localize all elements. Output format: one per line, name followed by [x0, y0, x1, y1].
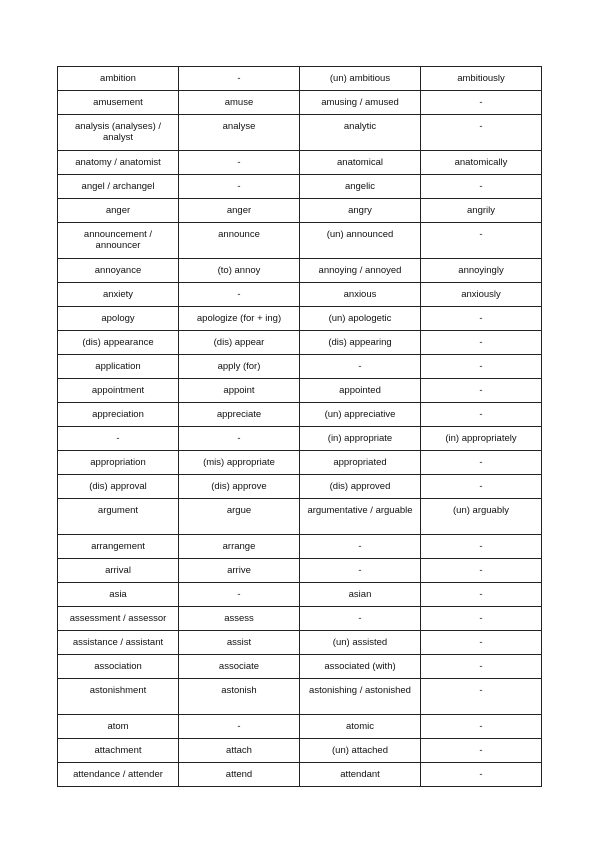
noun-cell: angel / archangel [58, 175, 179, 199]
adverb-cell: ambitiously [421, 67, 542, 91]
adverb-cell: - [421, 307, 542, 331]
verb-cell: apply (for) [179, 355, 300, 379]
adverb-cell: anatomically [421, 151, 542, 175]
table-row [58, 331, 542, 355]
verb-cell: arrive [179, 559, 300, 583]
adverb-cell: annoyingly [421, 259, 542, 283]
adverb-cell: - [421, 583, 542, 607]
adverb-cell: - [421, 631, 542, 655]
noun-cell: attendance / attender [58, 763, 179, 787]
noun-cell: anatomy / anatomist [58, 151, 179, 175]
verb-cell: anger [179, 199, 300, 223]
noun-cell: asia [58, 583, 179, 607]
adverb-cell: - [421, 355, 542, 379]
adjective-cell: appropriated [300, 451, 421, 475]
adjective-cell: (un) ambitious [300, 67, 421, 91]
noun-cell: anxiety [58, 283, 179, 307]
adverb-cell: - [421, 559, 542, 583]
noun-cell: argument [58, 499, 179, 535]
noun-cell: association [58, 655, 179, 679]
noun-cell: attachment [58, 739, 179, 763]
adverb-cell: - [421, 91, 542, 115]
adjective-cell: appointed [300, 379, 421, 403]
adverb-cell: - [421, 607, 542, 631]
noun-cell: announcement / announcer [58, 223, 179, 259]
noun-cell: anger [58, 199, 179, 223]
table-row [58, 223, 542, 259]
noun-cell: appointment [58, 379, 179, 403]
noun-cell: (dis) appearance [58, 331, 179, 355]
table-row [58, 199, 542, 223]
table-row [58, 307, 542, 331]
adjective-cell: analytic [300, 115, 421, 151]
verb-cell: (mis) appropriate [179, 451, 300, 475]
noun-cell: arrangement [58, 535, 179, 559]
noun-cell: - [58, 427, 179, 451]
noun-cell: analysis (analyses) / analyst [58, 115, 179, 151]
adjective-cell: (un) appreciative [300, 403, 421, 427]
verb-cell: (dis) approve [179, 475, 300, 499]
adverb-cell: (un) arguably [421, 499, 542, 535]
table-row [58, 91, 542, 115]
table-row [58, 583, 542, 607]
adjective-cell: (un) assisted [300, 631, 421, 655]
table-row [58, 475, 542, 499]
adverb-cell: - [421, 379, 542, 403]
adjective-cell: attendant [300, 763, 421, 787]
verb-cell: - [179, 175, 300, 199]
adverb-cell: - [421, 403, 542, 427]
noun-cell: arrival [58, 559, 179, 583]
verb-cell: - [179, 427, 300, 451]
adjective-cell: (in) appropriate [300, 427, 421, 451]
adverb-cell: - [421, 679, 542, 715]
verb-cell: attach [179, 739, 300, 763]
adjective-cell: argumentative / arguable [300, 499, 421, 535]
table-row [58, 403, 542, 427]
table-row [58, 559, 542, 583]
verb-cell: attend [179, 763, 300, 787]
table-row [58, 379, 542, 403]
adjective-cell: angelic [300, 175, 421, 199]
noun-cell: apology [58, 307, 179, 331]
adverb-cell: - [421, 331, 542, 355]
adjective-cell: asian [300, 583, 421, 607]
table-row [58, 175, 542, 199]
noun-cell: application [58, 355, 179, 379]
adverb-cell: anxiously [421, 283, 542, 307]
verb-cell: appreciate [179, 403, 300, 427]
noun-cell: assessment / assessor [58, 607, 179, 631]
verb-cell: - [179, 583, 300, 607]
noun-cell: annoyance [58, 259, 179, 283]
adjective-cell: angry [300, 199, 421, 223]
adverb-cell: - [421, 223, 542, 259]
adverb-cell: - [421, 535, 542, 559]
verb-cell: - [179, 283, 300, 307]
noun-cell: atom [58, 715, 179, 739]
verb-cell: (dis) appear [179, 331, 300, 355]
adjective-cell: (un) apologetic [300, 307, 421, 331]
verb-cell: announce [179, 223, 300, 259]
adjective-cell: (un) attached [300, 739, 421, 763]
table-row [58, 607, 542, 631]
verb-cell: arrange [179, 535, 300, 559]
adjective-cell: - [300, 355, 421, 379]
adverb-cell: - [421, 451, 542, 475]
verb-cell: analyse [179, 115, 300, 151]
table-row [58, 283, 542, 307]
table-row [58, 715, 542, 739]
verb-cell: assess [179, 607, 300, 631]
adverb-cell: - [421, 655, 542, 679]
verb-cell: argue [179, 499, 300, 535]
table-row [58, 535, 542, 559]
noun-cell: assistance / assistant [58, 631, 179, 655]
adverb-cell: - [421, 715, 542, 739]
table-row [58, 355, 542, 379]
noun-cell: amusement [58, 91, 179, 115]
adverb-cell: - [421, 115, 542, 151]
table-row [58, 499, 542, 535]
adjective-cell: - [300, 559, 421, 583]
adjective-cell: - [300, 535, 421, 559]
table-row [58, 115, 542, 151]
verb-cell: - [179, 67, 300, 91]
verb-cell: amuse [179, 91, 300, 115]
noun-cell: appreciation [58, 403, 179, 427]
verb-cell: - [179, 715, 300, 739]
adjective-cell: (dis) appearing [300, 331, 421, 355]
adjective-cell: anxious [300, 283, 421, 307]
verb-cell: apologize (for + ing) [179, 307, 300, 331]
adverb-cell: - [421, 475, 542, 499]
adjective-cell: anatomical [300, 151, 421, 175]
adjective-cell: atomic [300, 715, 421, 739]
table-row [58, 67, 542, 91]
table-row [58, 739, 542, 763]
table-row [58, 151, 542, 175]
table-row [58, 259, 542, 283]
adjective-cell: (dis) approved [300, 475, 421, 499]
table-row [58, 655, 542, 679]
table-row [58, 427, 542, 451]
adverb-cell: - [421, 739, 542, 763]
adjective-cell: associated (with) [300, 655, 421, 679]
noun-cell: ambition [58, 67, 179, 91]
word-forms-table-body [58, 67, 542, 787]
verb-cell: appoint [179, 379, 300, 403]
verb-cell: assist [179, 631, 300, 655]
noun-cell: appropriation [58, 451, 179, 475]
noun-cell: astonishment [58, 679, 179, 715]
adverb-cell: (in) appropriately [421, 427, 542, 451]
adverb-cell: - [421, 175, 542, 199]
adverb-cell: angrily [421, 199, 542, 223]
adverb-cell: - [421, 763, 542, 787]
word-forms-table [57, 66, 542, 787]
verb-cell: (to) annoy [179, 259, 300, 283]
noun-cell: (dis) approval [58, 475, 179, 499]
table-row [58, 631, 542, 655]
adjective-cell: annoying / annoyed [300, 259, 421, 283]
verb-cell: - [179, 151, 300, 175]
adjective-cell: - [300, 607, 421, 631]
table-row [58, 679, 542, 715]
adjective-cell: astonishing / astonished [300, 679, 421, 715]
table-row [58, 763, 542, 787]
verb-cell: associate [179, 655, 300, 679]
verb-cell: astonish [179, 679, 300, 715]
table-row [58, 451, 542, 475]
adjective-cell: (un) announced [300, 223, 421, 259]
adjective-cell: amusing / amused [300, 91, 421, 115]
